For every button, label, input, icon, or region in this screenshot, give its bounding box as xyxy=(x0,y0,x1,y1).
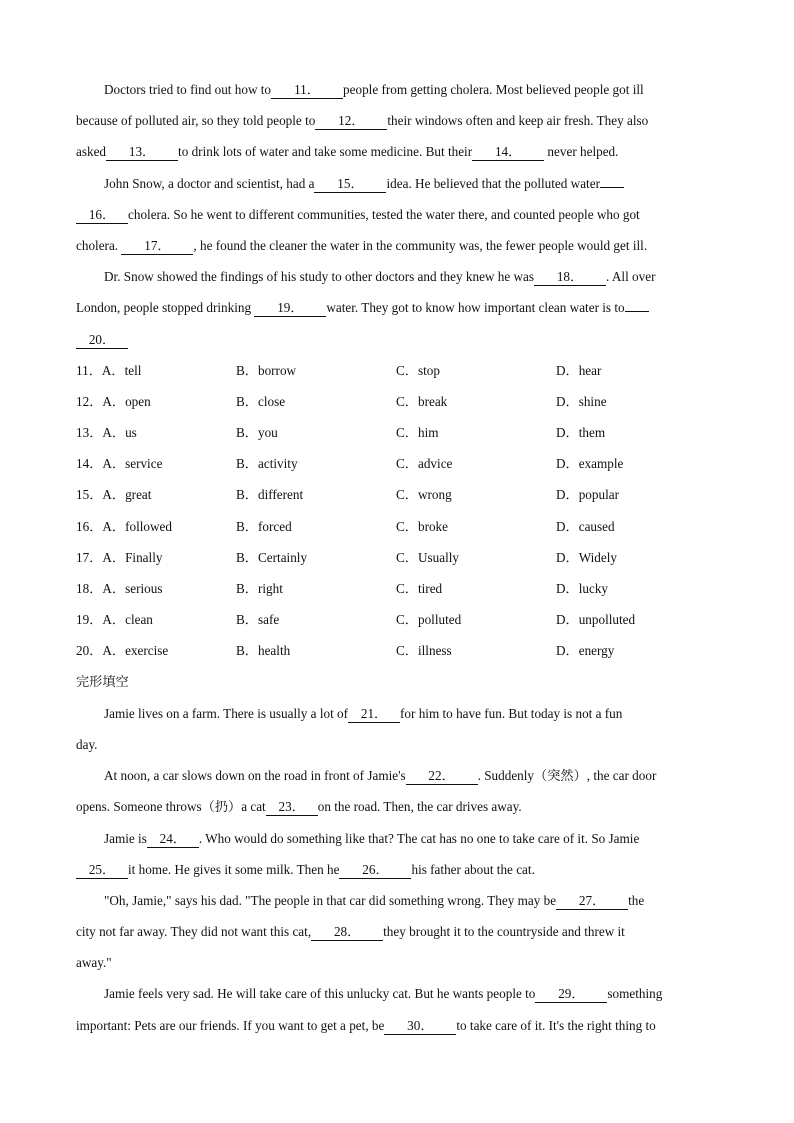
blank-underline xyxy=(600,172,624,188)
option-row xyxy=(76,448,718,479)
blank-27[interactable]: 27． xyxy=(556,894,628,910)
blank-20[interactable]: 20． xyxy=(76,333,128,349)
blank-underline xyxy=(625,296,649,312)
option-c[interactable]: C．tired xyxy=(396,581,443,596)
blank-24[interactable]: 24． xyxy=(147,832,199,848)
blank-13[interactable]: 13． xyxy=(106,145,178,161)
option-row xyxy=(76,479,718,510)
text: . Who would do something like that? The cat has no one to take care of it. So Jamie xyxy=(198,830,640,846)
passage-line xyxy=(76,136,718,167)
passage-line xyxy=(76,947,718,978)
option-d[interactable]: D．hear xyxy=(556,362,602,378)
text: something xyxy=(607,986,663,1002)
option-a[interactable]: 16．A．followed xyxy=(76,518,172,534)
option-b[interactable]: B．close xyxy=(236,393,286,409)
blank-28[interactable]: 28． xyxy=(311,925,383,941)
option-d[interactable]: D．Widely xyxy=(556,549,617,565)
blank-29[interactable]: 29． xyxy=(535,987,607,1003)
blank-21[interactable]: 21． xyxy=(348,707,400,723)
option-d[interactable]: D．them xyxy=(556,425,606,441)
blank-19[interactable]: 19． xyxy=(254,301,326,317)
blank-30[interactable]: 30． xyxy=(384,1019,456,1035)
option-b[interactable]: B．borrow xyxy=(236,362,297,378)
blank-14[interactable]: 14． xyxy=(472,145,544,161)
passage-line xyxy=(76,261,718,292)
blank-18[interactable]: 18． xyxy=(534,270,606,286)
option-a[interactable]: 13．A．us xyxy=(76,425,137,441)
option-c[interactable]: C．him xyxy=(396,425,439,441)
passage-line xyxy=(76,199,718,230)
text: , he found the cleaner the water in the community was, the fewer people would get ill. xyxy=(193,237,648,253)
option-a[interactable]: 11．A．tell xyxy=(76,362,142,378)
option-b[interactable]: B．forced xyxy=(236,518,292,534)
text: Jamie lives on a farm. There is usually a lot of xyxy=(104,705,349,721)
text: away." xyxy=(76,955,112,971)
text: day. xyxy=(76,736,98,752)
passage-line xyxy=(76,324,718,355)
option-a[interactable]: 14．A．service xyxy=(76,456,163,472)
option-b[interactable]: B．safe xyxy=(236,612,280,628)
blank-11[interactable]: 11． xyxy=(271,83,343,99)
text: his father about the cat. xyxy=(411,861,535,877)
blank-22[interactable]: 22． xyxy=(406,769,478,785)
option-c[interactable]: C．Usually xyxy=(396,549,460,565)
text: cholera. So he went to different communities, tested the water there, and counted people who got xyxy=(128,206,640,222)
text: John Snow, a doctor and scientist, had a xyxy=(104,175,315,191)
blank-25[interactable]: 25． xyxy=(76,863,128,879)
passage-line xyxy=(76,105,718,136)
text: opens. Someone throws（扔）a cat xyxy=(76,799,266,815)
option-d[interactable]: D．popular xyxy=(556,487,619,503)
option-d[interactable]: D．caused xyxy=(556,518,615,534)
option-c[interactable]: C．polluted xyxy=(396,612,462,628)
text: city not far away. They did not want this cat, xyxy=(76,924,312,940)
text: to drink lots of water and take some medicine. But their xyxy=(178,144,473,160)
text: because of polluted air, so they told people to xyxy=(76,113,316,129)
option-d[interactable]: D．unpolluted xyxy=(556,612,636,628)
text: asked xyxy=(76,144,107,160)
passage-line xyxy=(76,729,718,760)
text: people from getting cholera. Most believed people got ill xyxy=(343,82,644,97)
text: London, people stopped drinking xyxy=(76,300,255,316)
passage-line xyxy=(76,168,718,199)
option-b[interactable]: B．Certainly xyxy=(236,549,308,565)
option-a[interactable]: 20．A．exercise xyxy=(76,643,169,659)
blank-17[interactable]: 17． xyxy=(121,239,193,255)
text: Jamie is xyxy=(104,830,147,846)
option-d[interactable]: D．example xyxy=(556,456,624,472)
document-page xyxy=(76,74,718,1041)
text: on the road. Then, the car drives away. xyxy=(317,799,522,815)
section-title: 完形填空 xyxy=(76,674,129,690)
option-row xyxy=(76,386,718,417)
option-a[interactable]: 15．A．great xyxy=(76,487,152,503)
passage-line xyxy=(76,791,718,822)
options-list xyxy=(76,355,718,667)
text: they brought it to the countryside and threw it xyxy=(383,924,625,940)
text: Jamie feels very sad. He will take care of this unlucky cat. But he wants people to xyxy=(104,986,536,1002)
text: Dr. Snow showed the findings of his study to other doctors and they knew he was xyxy=(104,269,535,285)
option-c[interactable]: C．broke xyxy=(396,518,449,534)
text: for him to have fun. But today is not a fun xyxy=(400,705,623,721)
blank-23[interactable]: 23． xyxy=(266,800,318,816)
text: to take care of it. It's the right thing to xyxy=(456,1017,656,1033)
text: water. They got to know how important clean water is to xyxy=(326,300,625,316)
text: it home. He gives it some milk. Then he xyxy=(128,861,340,877)
option-a[interactable]: 17．A．Finally xyxy=(76,549,163,565)
passage-line xyxy=(76,823,718,854)
option-d[interactable]: D．shine xyxy=(556,393,607,409)
text: their windows often and keep air fresh. They also xyxy=(387,113,649,129)
option-a[interactable]: 18．A．serious xyxy=(76,581,163,596)
option-a[interactable]: 12．A．open xyxy=(76,393,151,409)
text: the xyxy=(628,892,645,908)
blank-26[interactable]: 26． xyxy=(339,863,411,879)
passage-line xyxy=(76,1010,718,1041)
option-c[interactable]: C．stop xyxy=(396,362,440,378)
option-b[interactable]: B．different xyxy=(236,487,304,503)
blank-16[interactable]: 16． xyxy=(76,208,128,224)
option-row xyxy=(76,511,718,542)
option-b[interactable]: B．right xyxy=(236,581,283,596)
passage-line xyxy=(76,916,718,947)
option-row xyxy=(76,635,718,666)
passage-line xyxy=(76,230,718,261)
text: cholera. xyxy=(76,237,122,253)
option-a[interactable]: 19．A．clean xyxy=(76,612,153,628)
option-d[interactable]: D．energy xyxy=(556,643,615,659)
option-row xyxy=(76,573,718,604)
text: never helped. xyxy=(544,144,619,160)
option-c[interactable]: C．advice xyxy=(396,456,453,472)
option-b[interactable]: B．health xyxy=(236,643,291,659)
option-b[interactable]: B．activity xyxy=(236,456,298,472)
text: idea. He believed that the polluted water xyxy=(386,175,600,191)
option-d[interactable]: D．lucky xyxy=(556,581,609,596)
option-c[interactable]: C．break xyxy=(396,393,448,409)
text: At noon, a car slows down on the road in front of Jamie's xyxy=(104,768,406,784)
option-row xyxy=(76,355,718,386)
passage-line xyxy=(76,74,718,105)
option-row xyxy=(76,542,718,573)
passage-line xyxy=(76,978,718,1009)
blank-15[interactable]: 15． xyxy=(314,177,386,193)
passage-line xyxy=(76,760,718,791)
passage-line xyxy=(76,698,718,729)
text: . Suddenly（突然）, the car door xyxy=(477,768,657,784)
text: . All over xyxy=(606,269,656,285)
option-c[interactable]: C．illness xyxy=(396,643,452,659)
text: Doctors tried to find out how to xyxy=(104,82,272,97)
text: "Oh, Jamie," says his dad. "The people in that car did something wrong. They may be xyxy=(104,892,557,908)
passage-line xyxy=(76,854,718,885)
option-b[interactable]: B．you xyxy=(236,425,278,441)
blank-12[interactable]: 12． xyxy=(315,114,387,130)
option-row xyxy=(76,417,718,448)
text: important: Pets are our friends. If you want to get a pet, be xyxy=(76,1017,385,1033)
option-row xyxy=(76,604,718,635)
option-c[interactable]: C．wrong xyxy=(396,487,452,503)
passage-line xyxy=(76,292,718,323)
passage-line xyxy=(76,885,718,916)
